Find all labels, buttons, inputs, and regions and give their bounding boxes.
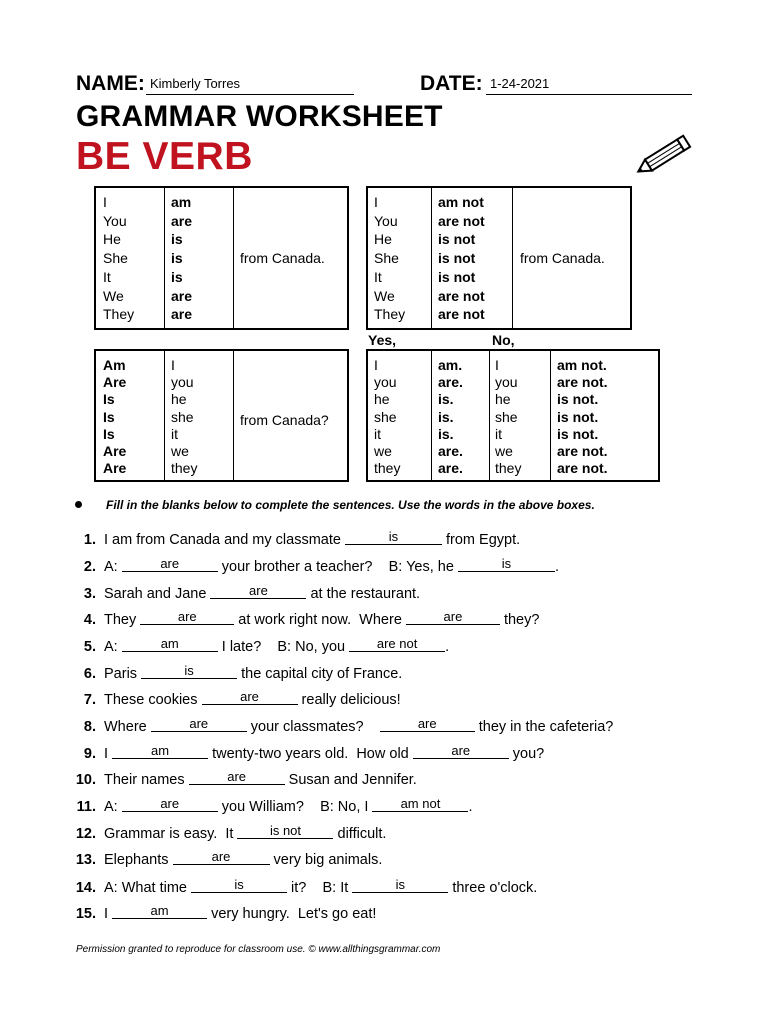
- date-label: DATE:: [420, 72, 483, 95]
- answer-blank[interactable]: are: [173, 850, 270, 865]
- affirmative-table: [94, 186, 349, 330]
- answer-blank[interactable]: is not: [237, 824, 333, 839]
- question-text: I late? B: No, you: [217, 639, 350, 655]
- question-text: Elephants: [104, 852, 173, 868]
- question-text: They: [104, 612, 141, 628]
- yes-label: Yes,: [368, 332, 397, 348]
- question-text: Their names: [104, 772, 189, 788]
- question-number: 1.: [83, 532, 96, 548]
- question-text: I: [104, 906, 113, 922]
- question-number: 10.: [75, 772, 96, 788]
- question-item: [70, 689, 401, 714]
- date-value: 1-24-2021: [490, 76, 550, 91]
- question-text: These cookies: [104, 692, 202, 708]
- question-table: [94, 349, 349, 482]
- affirmative-pronouns: I You He She It We They: [103, 194, 135, 323]
- question-item: [70, 769, 417, 794]
- question-text: twenty-two years old. How old: [208, 746, 413, 762]
- footer-copyright: Permission granted to reproduce for classroom use. © www.allthingsgrammar.com: [76, 944, 441, 955]
- question-number: 4.: [83, 612, 96, 628]
- answer-blank[interactable]: are: [151, 717, 247, 732]
- answer-blank[interactable]: is: [141, 664, 237, 679]
- question-item: [70, 796, 473, 821]
- question-item: [70, 743, 545, 768]
- answer-blank[interactable]: is: [458, 557, 555, 572]
- question-text: you William? B: No, I: [217, 799, 373, 815]
- question-text: your classmates?: [246, 719, 380, 735]
- no-pronouns: I you he she it we they: [495, 357, 522, 477]
- question-item: [70, 556, 559, 581]
- question-number: 15.: [75, 906, 96, 922]
- answer-blank[interactable]: are: [380, 717, 475, 732]
- question-text: .: [554, 559, 559, 575]
- short-answers-table: [366, 349, 660, 482]
- question-text: very big animals.: [269, 852, 383, 868]
- pencil-icon: [632, 134, 696, 178]
- answer-blank[interactable]: are: [122, 797, 218, 812]
- question-item: [70, 636, 450, 661]
- negative-table: [366, 186, 632, 330]
- instructions: Fill in the blanks below to complete the sentences. Use the words in the above boxes.: [106, 498, 595, 512]
- question-text: at the restaurant.: [306, 586, 421, 602]
- question-text: Susan and Jennifer.: [284, 772, 417, 788]
- answer-blank[interactable]: are: [122, 557, 218, 572]
- question-number: 12.: [75, 826, 96, 842]
- question-text: A: What time: [104, 880, 192, 896]
- yes-pronouns: I you he she it we they: [374, 357, 401, 477]
- question-number: 7.: [83, 692, 96, 708]
- answer-blank[interactable]: am: [122, 637, 218, 652]
- question-text: you?: [508, 746, 545, 762]
- answer-blank[interactable]: are: [406, 610, 500, 625]
- page-subtitle: BE VERB: [76, 135, 253, 178]
- answer-blank[interactable]: is: [352, 878, 448, 893]
- question-number: 6.: [83, 666, 96, 682]
- question-item: [70, 663, 403, 688]
- question-number: 9.: [83, 746, 96, 762]
- question-text: from Egypt.: [441, 532, 521, 548]
- name-field[interactable]: [146, 76, 354, 95]
- question-text: I: [104, 746, 113, 762]
- question-number: 13.: [75, 852, 96, 868]
- no-verbs: am not. are not. is not. is not. is not. are not. are not.: [557, 357, 608, 477]
- answer-blank[interactable]: am: [112, 744, 208, 759]
- page-title: GRAMMAR WORKSHEET: [76, 100, 443, 133]
- question-item: [70, 903, 377, 928]
- name-label: NAME:: [76, 72, 145, 95]
- question-text: the capital city of France.: [237, 666, 403, 682]
- question-item: [70, 823, 387, 848]
- answer-blank[interactable]: are: [140, 610, 234, 625]
- question-text: your brother a teacher? B: Yes, he: [217, 559, 458, 575]
- name-value: Kimberly Torres: [150, 76, 241, 91]
- answer-blank[interactable]: is: [345, 530, 442, 545]
- question-text: really delicious!: [297, 692, 401, 708]
- question-verbs: Am Are Is Is Is Are Are: [103, 357, 127, 477]
- answer-blank[interactable]: are: [210, 584, 306, 599]
- question-text: difficult.: [333, 826, 387, 842]
- question-text: they in the cafeteria?: [474, 719, 614, 735]
- question-number: 5.: [83, 639, 96, 655]
- question-complement: from Canada?: [240, 412, 329, 428]
- question-text: Sarah and Jane: [104, 586, 211, 602]
- negative-complement: from Canada.: [520, 250, 605, 266]
- question-text: they?: [499, 612, 540, 628]
- answer-blank[interactable]: are: [202, 690, 298, 705]
- question-item: [70, 583, 421, 608]
- affirmative-verbs: am are is is is are are: [171, 194, 193, 323]
- question-text: very hungry. Let's go eat!: [207, 906, 377, 922]
- question-number: 8.: [83, 719, 96, 735]
- no-label: No,: [492, 332, 515, 348]
- question-number: 2.: [83, 559, 96, 575]
- negative-pronouns: I You He She It We They: [374, 194, 406, 323]
- answer-blank[interactable]: am: [112, 904, 207, 919]
- question-item: [70, 529, 521, 554]
- bullet-icon: [75, 501, 82, 508]
- question-text: A:: [104, 559, 122, 575]
- question-number: 14.: [75, 880, 96, 896]
- answer-blank[interactable]: are not: [349, 637, 445, 652]
- date-field[interactable]: [486, 76, 692, 95]
- question-number: 3.: [83, 586, 96, 602]
- question-text: .: [445, 639, 450, 655]
- question-text: Paris: [104, 666, 142, 682]
- yes-verbs: am. are. is. is. is. are. are.: [438, 357, 463, 477]
- question-text: I am from Canada and my classmate: [104, 532, 345, 548]
- question-number: 11.: [76, 799, 96, 815]
- question-text: at work right now. Where: [234, 612, 406, 628]
- question-item: [70, 609, 540, 634]
- answer-blank[interactable]: are: [413, 744, 509, 759]
- question-text: Where: [104, 719, 151, 735]
- question-text: Grammar is easy. It: [104, 826, 238, 842]
- affirmative-complement: from Canada.: [240, 250, 325, 266]
- question-text: A:: [104, 799, 122, 815]
- answer-blank[interactable]: are: [189, 770, 285, 785]
- answer-blank[interactable]: is: [191, 878, 287, 893]
- answer-blank[interactable]: am not: [372, 797, 468, 812]
- question-text: three o'clock.: [448, 880, 538, 896]
- negative-verbs: am not are not is not is not is not are not are not: [438, 194, 485, 323]
- question-item: [70, 716, 614, 741]
- question-text: A:: [104, 639, 122, 655]
- question-text: it? B: It: [287, 880, 353, 896]
- question-pronouns: I you he she it we they: [171, 357, 198, 477]
- question-item: [70, 849, 383, 874]
- question-item: [70, 877, 538, 902]
- question-text: .: [468, 799, 473, 815]
